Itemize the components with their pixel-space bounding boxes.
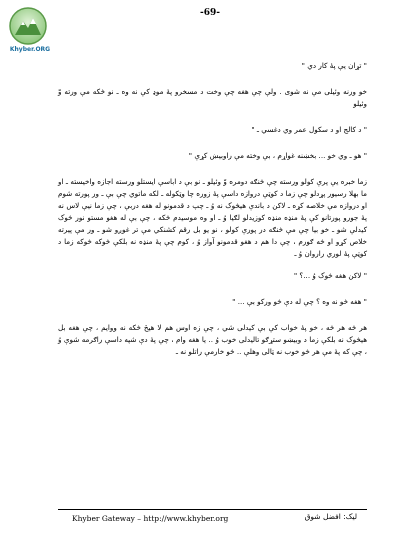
document-body — [58, 60, 367, 358]
quoted-line: " هو ـ وي خو ... بخښنه غواړم ، بې وخته مې راوبيښ کړې " — [188, 151, 367, 160]
paragraph: هر څه هر څه ، خو پۀ خواب کې بې کيدلی شي ، چې زه اوس هم لا هيڅ څکه نه ووايم ، چې هغه بل هيڅوک نه بلکې زما د وبيښو ستړګو تاليدلی خوب وُ .. يا هغه وام ، چې پۀ دې شپه داسې راګرمه شوې وُ ، چې که پۀ مې هر څو خوب نه ټالی وهلې .. څو خارمې راتلو نه ـ — [58, 323, 367, 356]
quoted-line: " د کالج او د سکول عمر وي دغسي ـ " — [251, 125, 367, 134]
page-number: -69- — [200, 8, 220, 18]
quoted-line: " هغه څو نه وه ؟ چې له دې څو ورکو بې ... " — [232, 297, 367, 306]
paragraph: زما خبره يې پرې کولو ورسته چې څنګه دومره وّ وئيلو ـ نو بې د اباسې ايستلو ورسته اجازه واخيسته ـ او ما بهلا رسيور پړدلو چې زما د کوټې دروازه داسې پۀ زوره چا وټکوله ـ لکه ماتوي چې بې ـ ور پورته شوم او دروازه مې خلاصه کړه ـ لاکن د باندې هيڅوک نه وُ ـ چپ د قدمونو له هغه دربې ، چې زما نيې لاس نه پۀ جورو پورتانو کې پۀ منډه منډه کوزيدلو لګيا وُ ـ او وه موسيدم څکه ، چې بې له هغو مستو نور څوک کيدلې شو ـ خو بيا چې مې څنګه در پورې کولو ، نو يو بل رقم کشنکي مې تر غوږو شو ـ ور مې پيرته خلاص کړو او څه ګورم ، چې دا هم د هغو قدمونو آواز وُ ، کوم چې پۀ منډه نه بلکې څوکه څوکه زما د کوټې پۀ لوري راروان وُ ـ — [58, 177, 367, 258]
quoted-line: " تړان يې پۀ کار دي " — [301, 61, 367, 70]
footer-site-link[interactable]: Khyber Gateway – http://www.khyber.org — [72, 514, 229, 523]
paragraph: خو ورنه وئيلى مې نه شوی . ولې چې هغه چې وخت د مسخرو پۀ موډ کې نه وه ـ نو څکه مې ورته وّ وئيلو — [58, 87, 367, 108]
footer-author: ليک: افضل شوق — [304, 512, 357, 521]
quoted-line: " لاکن هغه څوک وُ ...؟ " — [293, 271, 367, 280]
logo-text: Khyber.ORG — [9, 46, 51, 53]
footer-divider — [58, 509, 367, 510]
